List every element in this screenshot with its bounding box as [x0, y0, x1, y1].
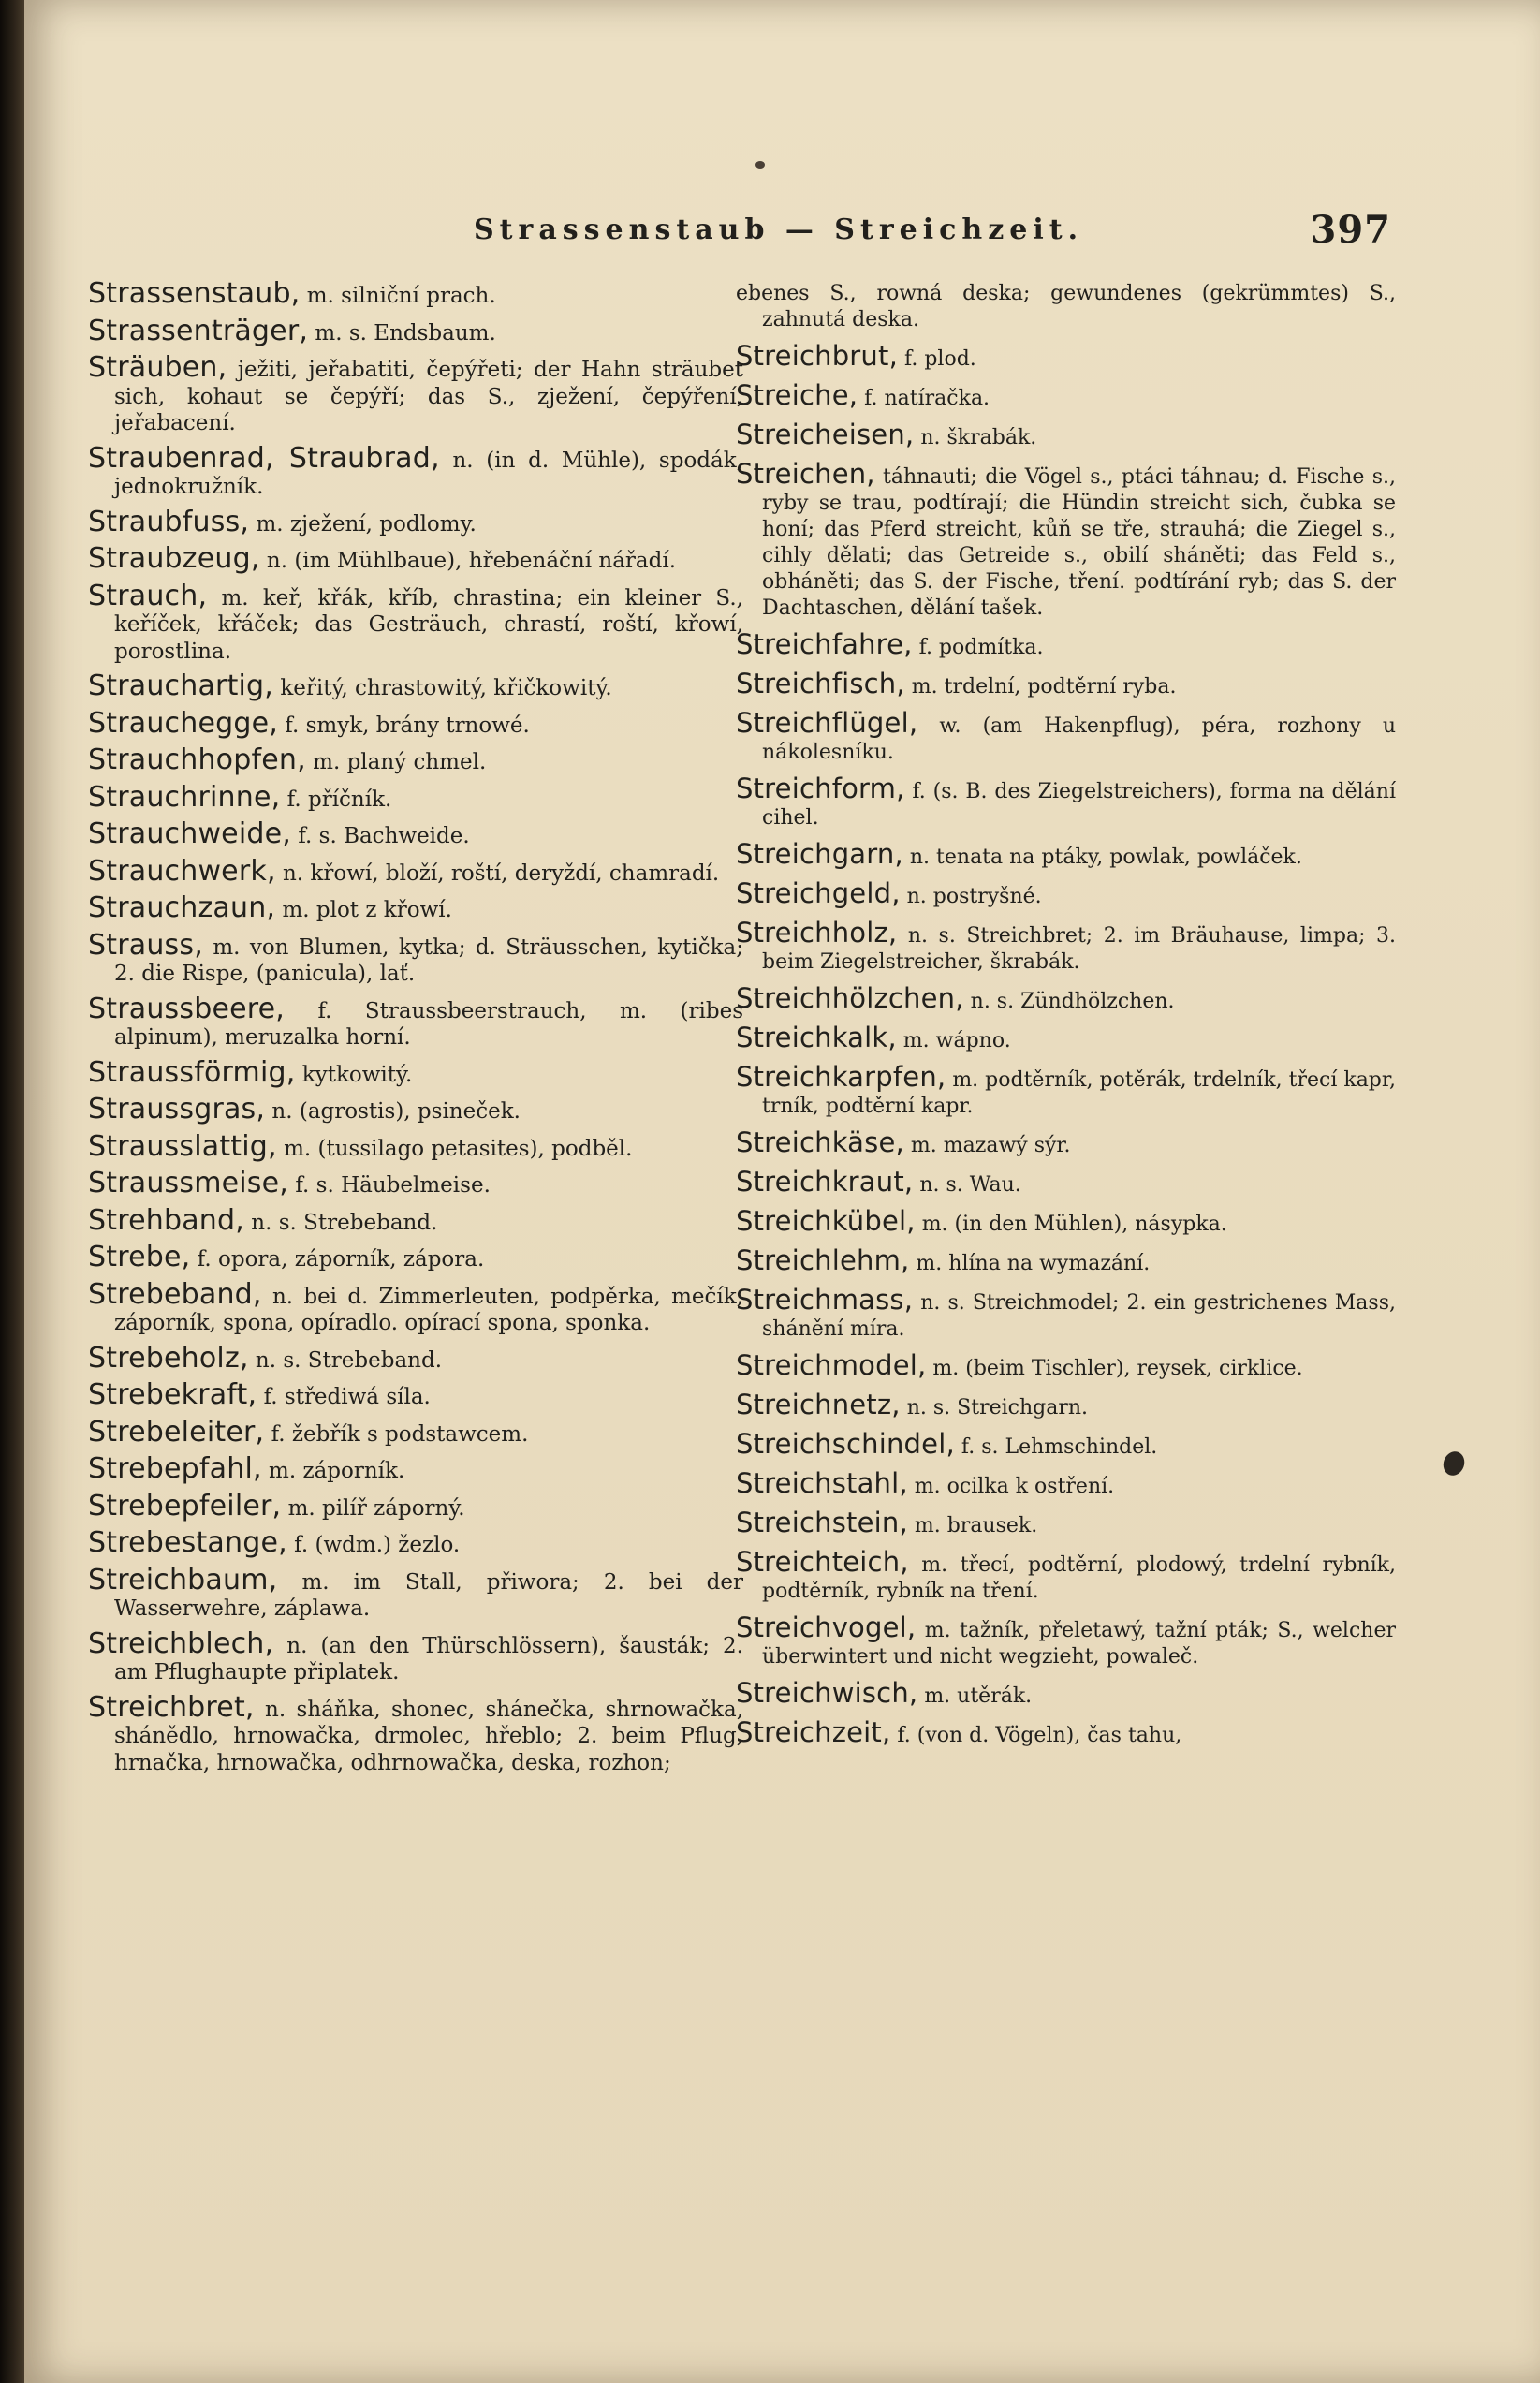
entry-definition: f. s. Lehmschindel. — [954, 1435, 1158, 1459]
entry-definition: m. silniční prach. — [300, 284, 496, 308]
entry-definition: m. brausek. — [907, 1514, 1038, 1537]
entry-headword: Streichgeld, — [736, 877, 901, 909]
entry-definition: f. (s. B. des Ziegelstreichers), forma na dělání cihel. — [762, 780, 1396, 830]
entry-definition: keřitý, chrastowitý, křičkowitý. — [273, 676, 612, 700]
entry-definition: m. třecí, podtěrní, plodowý, trdelní rybník, podtěrník, rybník na tření. — [762, 1553, 1396, 1603]
dictionary-entry — [736, 1284, 1396, 1343]
entry-definition: n. s. Wau. — [913, 1173, 1021, 1197]
dictionary-entry — [736, 1428, 1396, 1461]
entry-headword: Straussbeere, — [88, 992, 286, 1025]
entry-definition: m. wápno. — [896, 1029, 1011, 1052]
page-number: 397 — [1310, 208, 1391, 252]
entry-headword: Strauchrinne, — [88, 780, 281, 814]
entry-headword: Strausslattig, — [88, 1129, 277, 1163]
entry-headword: Streichfahre, — [736, 628, 913, 660]
entry-headword: Streichbret, — [88, 1690, 255, 1724]
entry-definition: m. ocilka k ostření. — [907, 1475, 1115, 1498]
entry-definition: f. natíračka. — [858, 387, 990, 410]
entry-headword: Streichmass, — [736, 1284, 914, 1316]
entry-definition: n. (im Mühlbaue), hřebenáční nářadí. — [259, 549, 677, 573]
entry-headword: Streichstein, — [736, 1507, 908, 1538]
dictionary-entry — [736, 1166, 1396, 1199]
dictionary-entry — [88, 1129, 743, 1163]
entry-definition: n. křowí, bloží, roští, deryždí, chamradí. — [275, 861, 720, 886]
dictionary-entry — [88, 542, 743, 575]
entry-definition: f. smyk, brány trnowé. — [277, 713, 530, 738]
ink-blot — [1440, 1449, 1468, 1478]
dictionary-entry — [736, 1546, 1396, 1605]
entry-definition: m. keř, křák, kříb, chrastina; ein kleiner S., keříček, křáček; das Gesträuch, chrastí, roští, křowí, porostlina. — [114, 585, 743, 664]
entry-headword: Straubzeug, — [88, 542, 260, 575]
entry-headword: Streichgarn, — [736, 838, 903, 870]
entry-headword: Straussförmig, — [88, 1055, 296, 1089]
dictionary-entry — [736, 772, 1396, 831]
dictionary-entry — [88, 817, 743, 850]
dictionary-entry — [736, 1677, 1396, 1710]
dictionary-entry — [88, 1526, 743, 1559]
entry-definition: f. plod. — [898, 347, 976, 371]
entry-headword: Streichen, — [736, 458, 875, 490]
entry-definition: m. planý chmel. — [305, 750, 487, 774]
entry-definition: m. im Stall, přiwora; 2. bei der Wasserwehre, záplawa. — [114, 1569, 743, 1621]
entry-definition: f. s. Häubelmeise. — [288, 1173, 491, 1198]
entry-headword: Streiche, — [736, 379, 858, 411]
entry-headword: Streichzeit, — [736, 1716, 891, 1748]
dictionary-entry — [736, 919, 1396, 976]
entry-definition: f. podmítka. — [912, 636, 1044, 659]
dictionary-entry — [736, 1061, 1396, 1120]
entry-headword: Streichwisch, — [736, 1677, 918, 1709]
entry-headword: Strauchwerk, — [88, 854, 276, 888]
dictionary-entry — [736, 1244, 1396, 1277]
left-column — [88, 277, 743, 1785]
dictionary-entry — [736, 1716, 1396, 1749]
entry-headword: Streicheisen, — [736, 419, 915, 450]
entry-definition: n. s. Strebeband. — [243, 1210, 438, 1235]
entry-definition: n. bei d. Zimmerleuten, podpěrka, mečík, záporník, spona, opíradlo. opírací spona, sponka. — [114, 1284, 743, 1335]
entry-headword: Strebeholz, — [88, 1341, 249, 1375]
dictionary-entry — [88, 1452, 743, 1485]
entry-headword: Strebekraft, — [88, 1378, 257, 1411]
entry-headword: Straussmeise, — [88, 1167, 289, 1199]
entry-definition: m. pilíř záporný. — [281, 1495, 465, 1521]
entry-definition: n. (an den Thürschlössern), šausták; 2. am Pflughaupte připlatek. — [114, 1633, 743, 1684]
entry-definition: m. s. Endsbaum. — [308, 320, 496, 346]
entry-definition: n. s. Streichgarn. — [900, 1396, 1089, 1420]
entry-headword: Strebestange, — [88, 1526, 287, 1559]
entry-headword: Streichkäse, — [736, 1126, 904, 1158]
dictionary-page — [24, 0, 1540, 2383]
entry-headword: Strauchegge, — [88, 706, 278, 740]
entry-headword: Strauss, — [88, 928, 203, 962]
entry-headword: Strauchhopfen, — [88, 743, 306, 776]
dictionary-entry — [736, 1467, 1396, 1500]
entry-definition: m. mazawý sýr. — [903, 1134, 1071, 1157]
page-header — [455, 204, 1401, 260]
dictionary-entry — [88, 1415, 743, 1449]
ink-speck — [755, 161, 765, 169]
dictionary-entry — [88, 1341, 743, 1375]
dictionary-entry — [88, 743, 743, 776]
entry-definition: ebenes S., rowná deska; gewundenes (gekrümmtes) S., zahnutá deska. — [736, 282, 1396, 331]
dictionary-entry — [88, 1563, 743, 1623]
running-head: Strassenstaub — Streichzeit. — [474, 213, 1084, 246]
entry-definition: n. s. Streichmodel; 2. ein gestrichenes Mass, shánění míra. — [762, 1291, 1396, 1341]
entry-headword: Streichblech, — [88, 1626, 274, 1660]
dictionary-entry — [736, 281, 1396, 333]
entry-headword: Streichfisch, — [736, 668, 905, 699]
entry-headword: Strassenstaub, — [88, 277, 301, 310]
entry-headword: Strebeleiter, — [88, 1415, 265, 1449]
dictionary-entry — [88, 1093, 743, 1125]
dictionary-entry — [736, 1126, 1396, 1159]
dictionary-entry — [88, 505, 743, 538]
dictionary-entry — [88, 1055, 743, 1089]
dictionary-entry — [736, 421, 1396, 451]
dictionary-entry — [736, 1611, 1396, 1670]
dictionary-entry — [736, 838, 1396, 871]
entry-definition: m. utěrák. — [917, 1684, 1033, 1708]
entry-definition: m. tažník, přeletawý, tažní pták; S., welcher überwintert und nicht wegzieht, powaleč. — [762, 1619, 1396, 1669]
dictionary-entry — [736, 628, 1396, 661]
entry-headword: Strauch, — [88, 579, 208, 612]
entry-headword: Strebepfeiler, — [88, 1489, 282, 1522]
dictionary-entry — [736, 1509, 1396, 1539]
entry-definition: n. tenata na ptáky, powlak, powláček. — [902, 846, 1302, 869]
entry-headword: Streichvogel, — [736, 1611, 917, 1643]
dictionary-entry — [88, 1167, 743, 1199]
entry-headword: Strehband, — [88, 1203, 244, 1237]
entry-headword: Streichteich, — [736, 1546, 909, 1578]
dictionary-entry — [88, 854, 743, 888]
entry-headword: Sträuben, — [88, 351, 227, 384]
dictionary-entry — [88, 277, 743, 310]
dictionary-entry — [88, 1378, 743, 1411]
entry-definition: m. hlína na wymazání. — [909, 1252, 1151, 1275]
dictionary-entry — [736, 340, 1396, 373]
dictionary-entry — [736, 379, 1396, 412]
entry-definition: n. s. Strebeband. — [248, 1347, 443, 1373]
dictionary-entry — [88, 579, 743, 666]
entry-headword: Strauchweide, — [88, 817, 292, 850]
entry-headword: Streichkübel, — [736, 1205, 916, 1237]
dictionary-entry — [88, 1203, 743, 1237]
dictionary-entry — [736, 458, 1396, 622]
entry-definition: m. podtěrník, potěrák, trdelník, třecí kapr, trník, podtěrní kapr. — [762, 1068, 1396, 1118]
entry-definition: f. příčník. — [280, 787, 392, 812]
entry-definition: n. škrabák. — [914, 426, 1037, 449]
entry-definition: m. (beim Tischler), reysek, cirklice. — [926, 1357, 1303, 1380]
entry-headword: Streichkalk, — [736, 1022, 897, 1053]
dictionary-entry — [736, 877, 1396, 910]
entry-definition: n. postryšné. — [900, 885, 1042, 908]
entry-definition: f. s. Bachweide. — [291, 824, 470, 848]
right-column — [736, 281, 1396, 1758]
entry-definition: ježiti, jeřabatiti, čepýřeti; der Hahn sträubet sich, kohaut se čepýří; das S., zježení, čepýření, jeřabacení. — [114, 358, 743, 435]
entry-definition: m. plot z křowí. — [275, 898, 452, 922]
entry-headword: Strebepfahl, — [88, 1452, 262, 1485]
entry-definition: f. žebřík s podstawcem. — [264, 1421, 529, 1447]
entry-definition: f. Straussbeerstrauch, m. (ribes alpinum), meruzalka horní. — [114, 998, 743, 1050]
entry-definition: n. s. Zündhölzchen. — [963, 990, 1175, 1013]
dictionary-entry — [736, 670, 1396, 700]
entry-headword: Streichbaum, — [88, 1563, 278, 1596]
dictionary-entry — [88, 1626, 743, 1686]
dictionary-entry — [88, 351, 743, 437]
entry-headword: Strassenträger, — [88, 314, 309, 347]
entry-definition: w. (am Hakenpflug), péra, rozhony u nákolesníku. — [762, 714, 1396, 764]
dictionary-entry — [736, 1349, 1396, 1382]
dictionary-entry — [88, 928, 743, 988]
entry-headword: Streichform, — [736, 772, 905, 804]
entry-headword: Streichkarpfen, — [736, 1061, 946, 1093]
dictionary-entry — [88, 1277, 743, 1337]
dictionary-entry — [88, 1489, 743, 1522]
entry-headword: Streichholz, — [736, 917, 898, 949]
entry-headword: Streichlehm, — [736, 1244, 910, 1276]
entry-definition: f. (wdm.) žezlo. — [286, 1533, 461, 1557]
dictionary-entry — [736, 982, 1396, 1015]
entry-headword: Streichkraut, — [736, 1166, 914, 1198]
entry-definition: m. zježení, podlomy. — [249, 511, 477, 537]
entry-headword: Strebe, — [88, 1241, 191, 1273]
entry-definition: f. (von d. Vögeln), čas tahu, — [890, 1724, 1182, 1747]
entry-headword: Straussgras, — [88, 1093, 266, 1125]
entry-headword: Straubfuss, — [88, 505, 250, 538]
entry-headword: Strebeband, — [88, 1277, 262, 1311]
entry-headword: Streichflügel, — [736, 707, 918, 739]
entry-definition: n. s. Streichbret; 2. im Bräuhause, limpa; 3. beim Ziegelstreicher, škrabák. — [762, 924, 1396, 974]
entry-headword: Streichschindel, — [736, 1428, 955, 1460]
dictionary-entry — [736, 707, 1396, 766]
entry-definition: n. sháňka, shonec, shánečka, shrnowačka, shánědlo, hrnowačka, drmolec, hřeblo; 2. beim Pflug, hrnačka, hrnowačka, odhrnowačka, deska, rozhon; — [114, 1697, 743, 1775]
entry-headword: Straubenrad, Straubrad, — [88, 441, 440, 475]
entry-definition: m. (in den Mühlen), násypka. — [915, 1213, 1227, 1236]
entry-headword: Streichbrut, — [736, 340, 898, 372]
entry-headword: Streichnetz, — [736, 1389, 901, 1420]
dictionary-entry — [88, 1690, 743, 1777]
entry-definition: f. střediwá síla. — [257, 1385, 431, 1409]
entry-headword: Streichhölzchen, — [736, 982, 964, 1014]
entry-definition: m. (tussilago petasites), podběl. — [276, 1136, 633, 1161]
entry-headword: Streichmodel, — [736, 1349, 927, 1381]
dictionary-entry — [88, 992, 743, 1052]
entry-definition: m. záporník. — [261, 1459, 405, 1483]
dictionary-entry — [88, 669, 743, 702]
entry-definition: n. (agrostis), psineček. — [265, 1099, 521, 1124]
dictionary-entry — [88, 314, 743, 347]
dictionary-entry — [88, 441, 743, 501]
entry-definition: f. opora, záporník, zápora. — [190, 1247, 485, 1272]
entry-headword: Strauchzaun, — [88, 891, 276, 924]
entry-definition: n. (in d. Mühle), spodák, jednokružník. — [114, 448, 743, 499]
entry-headword: Streichstahl, — [736, 1467, 908, 1499]
entry-headword: Strauchartig, — [88, 669, 274, 702]
dictionary-entry — [88, 706, 743, 740]
entry-definition: m. von Blumen, kytka; d. Sträusschen, kytička; 2. die Rispe, (panicula), lať. — [114, 934, 743, 986]
dictionary-entry — [736, 1024, 1396, 1054]
dictionary-entry — [88, 891, 743, 924]
dictionary-entry — [88, 780, 743, 814]
book-spine-shadow — [0, 0, 24, 2383]
dictionary-entry — [736, 1391, 1396, 1421]
entry-definition: táhnauti; die Vögel s., ptáci táhnau; d. Fische s., ryby se trau, podtírají; die Hündin streicht sich, čubka se honí; das Pferd streicht, kůň se tře, strauhá; die Ziegel s., cihly dělati; das Getreide s., obilí sháněti; das Feld s., obháněti; das S. der Fische, tření. podtírání ryb; das S. der Dachtaschen, dělání tašek. — [762, 465, 1396, 620]
dictionary-entry — [736, 1205, 1396, 1238]
entry-definition: m. trdelní, podtěrní ryba. — [904, 675, 1177, 699]
dictionary-entry — [88, 1241, 743, 1273]
entry-definition: kytkowitý. — [295, 1062, 413, 1087]
